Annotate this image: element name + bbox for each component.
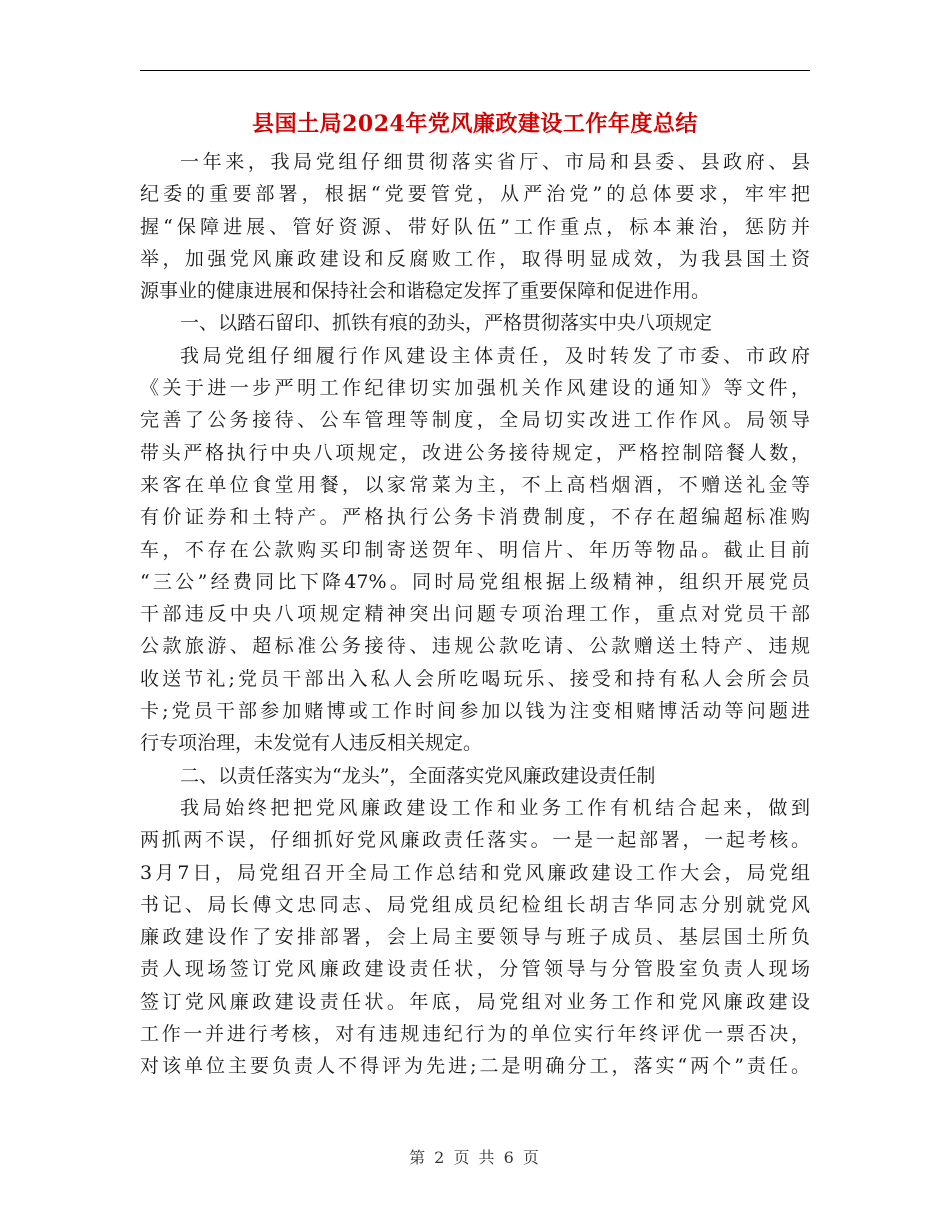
page-number: 第 2 页 共 6 页	[409, 1148, 541, 1167]
body-text-line: 来客在单位食堂用餐，以家常菜为主，不上高档烟酒，不赠送礼金等	[140, 473, 810, 496]
body-text-line: 举，加强党风廉政建设和反腐败工作，取得明显成效，为我县国土资	[140, 247, 810, 270]
body-text-line: 公款旅游、超标准公务接待、违规公款吃请、公款赠送土特产、违规	[140, 635, 810, 658]
body-text-line: 带头严格执行中央八项规定，改进公务接待规定，严格控制陪餐人数，	[140, 441, 810, 464]
header-rule	[140, 70, 810, 71]
body-text-line: 一年来，我局党组仔细贯彻落实省厅、市局和县委、县政府、县	[180, 151, 810, 173]
body-text-line: 卡;党员干部参加赌博或工作时间参加以钱为注变相赌博活动等问题进	[140, 700, 810, 723]
body-text-line: 我局党组仔细履行作风建设主体责任，及时转发了市委、市政府	[180, 344, 810, 367]
body-text-line: 行专项治理，未发觉有人违反相关规定。	[140, 732, 483, 755]
body-text-line: 二、以责任落实为“龙头”，全面落实党风廉政建设责任制	[180, 764, 656, 787]
body-text-line: 我局始终把把党风廉政建设工作和业务工作有机结合起来，做到	[180, 796, 810, 819]
body-text-line: 有价证券和土特产。严格执行公务卡消费制度，不存在超编超标准购	[140, 506, 810, 529]
body-text-line: 收送节礼;党员干部出入私人会所吃喝玩乐、接受和持有私人会所会员	[140, 667, 810, 690]
document-title: 县国土局2024年党风廉政建设工作年度总结	[252, 111, 698, 137]
body-text-line: 《关于进一步严明工作纪律切实加强机关作风建设的通知》等文件，	[140, 377, 810, 400]
body-text-line: 3月7日，局党组召开全局工作总结和党风廉政建设工作大会，局党组	[140, 861, 810, 884]
body-text-line: 干部违反中央八项规定精神突出问题专项治理工作，重点对党员干部	[140, 603, 810, 626]
body-text-line: 完善了公务接待、公车管理等制度，全局切实改进工作作风。局领导	[140, 409, 810, 432]
body-text-line: 纪委的重要部署，根据“党要管党，从严治党”的总体要求，牢牢把	[140, 183, 810, 206]
body-text-line: 车，不存在公款购买印制寄送贺年、明信片、年历等物品。截止目前	[140, 538, 810, 561]
body-text-line: 握“保障进展、管好资源、带好队伍”工作重点，标本兼治，惩防并	[140, 215, 810, 238]
body-text-line: 签订党风廉政建设责任状。年底，局党组对业务工作和党风廉政建设	[140, 990, 810, 1013]
body-text-line: 书记、局长傅文忠同志、局党组成员纪检组长胡吉华同志分别就党风	[140, 893, 810, 916]
body-text-line: 源事业的健康进展和保持社会和谐稳定发挥了重要保障和促进作用。	[140, 280, 711, 303]
body-text-line: 一、以踏石留印、抓铁有痕的劲头，严格贯彻落实中央八项规定	[180, 312, 713, 335]
body-text-line: 对该单位主要负责人不得评为先进;二是明确分工，落实“两个”责任。	[140, 1055, 810, 1078]
body-text-line: 工作一并进行考核，对有违规违纪行为的单位实行年终评优一票否决，	[140, 1023, 810, 1046]
body-text-line: 两抓两不误，仔细抓好党风廉政责任落实。一是一起部署，一起考核。	[140, 829, 810, 852]
body-text-line: “三公”经费同比下降47%。同时局党组根据上级精神，组织开展党员	[140, 570, 810, 593]
body-text-line: 廉政建设作了安排部署，会上局主要领导与班子成员、基层国土所负	[140, 926, 810, 949]
body-text-line: 责人现场签订党风廉政建设责任状，分管领导与分管股室负责人现场	[140, 958, 810, 981]
document-body	[140, 146, 810, 1083]
